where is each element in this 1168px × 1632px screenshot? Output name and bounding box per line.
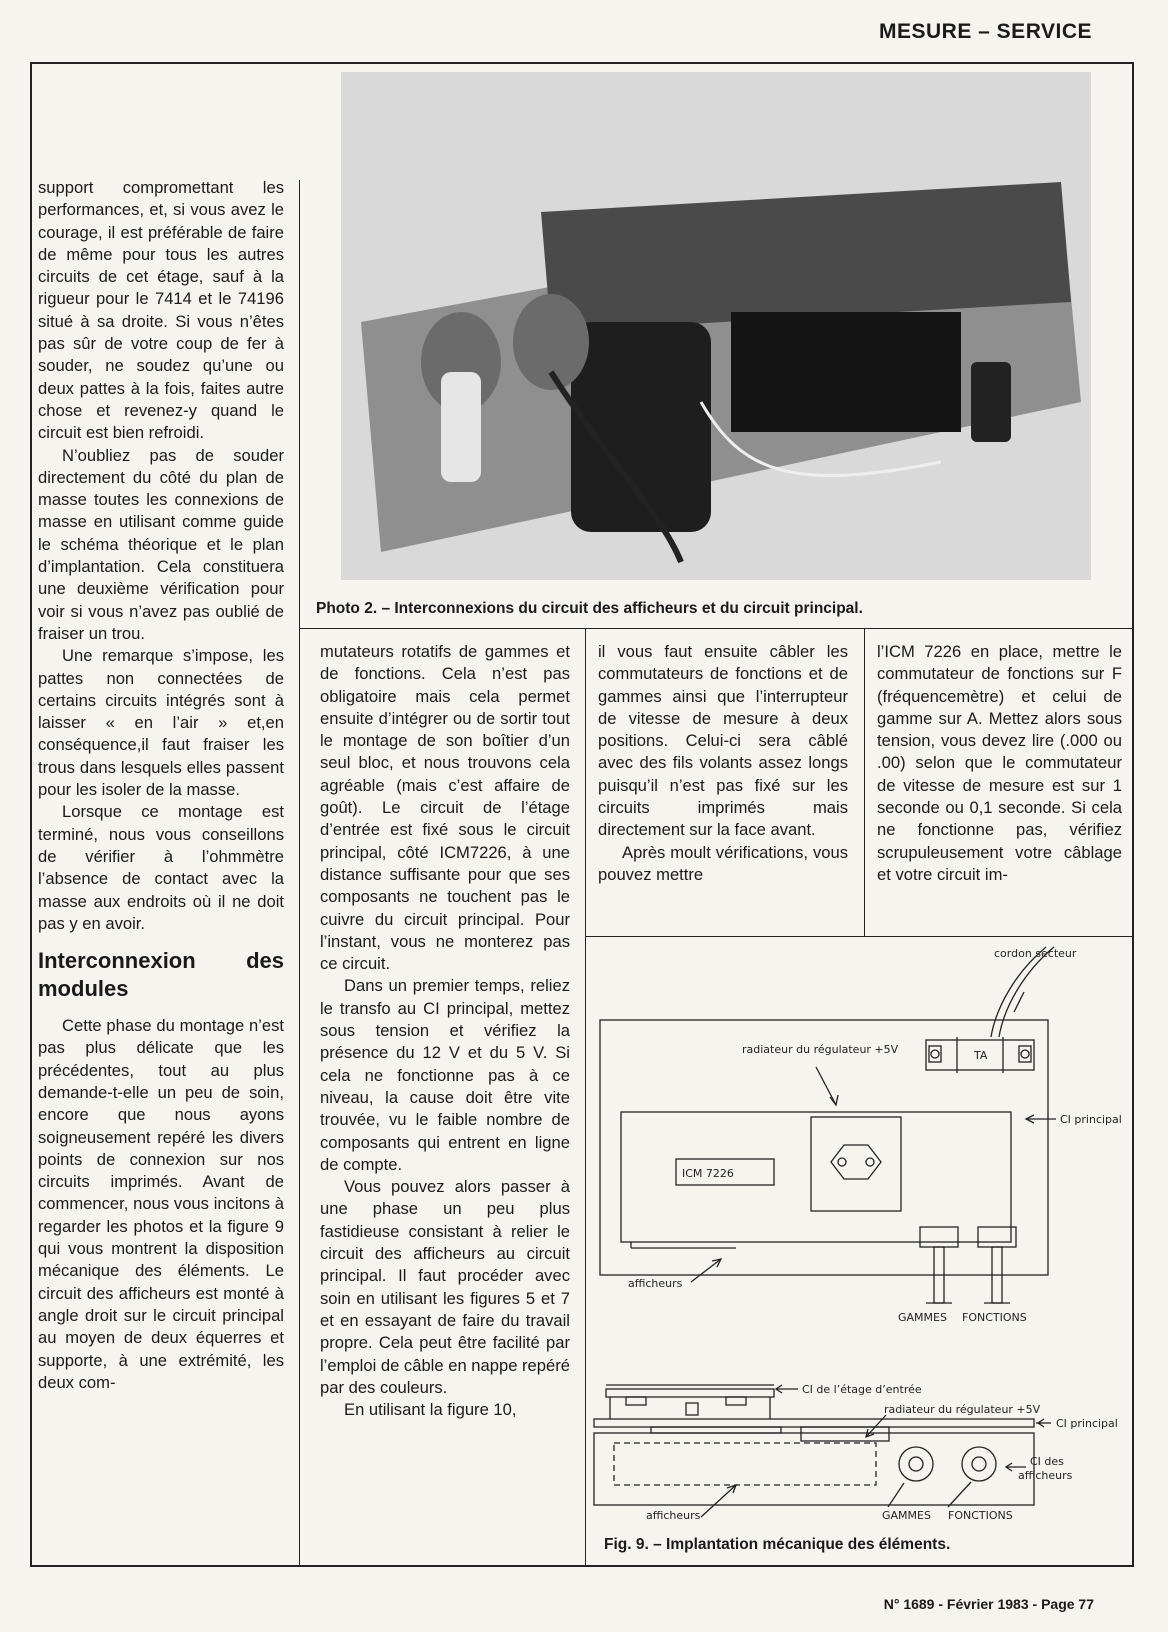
paragraph: mutateurs rotatifs de gammes et de fonctions. Cela n’est pas obligatoire mais cela permet ensuite d’intégrer ou de sortir tout le montage de son boîtier d’un seul bloc, et nous trouvons cela agréable (mais c’est affaire de goût). Le circuit de l’étage d’entrée est fixé sous le circuit principal, côté ICM7226, à une distance suffisante pour que ses composants ne touchent pas le cuivre du circuit principal. Pour l’instant, vous ne monterez pas ce circuit. — [320, 642, 570, 974]
paragraph: support compromettant les performances, et, si vous avez le courage, il est préférable de faire de même pour tous les autres circuits de cet étage, sauf à la rigueur pour le 7414 et le 74196 situé à sa droite. Si vous n’êtes pas sûr de votre coup de fer à souder, ne soudez qu’une ou deux pattes à la fois, faites autre chose et revenez-y quand le circuit est bien refroidi. — [38, 178, 284, 443]
column-divider-1 — [299, 180, 300, 1565]
ci-afficheurs-side — [594, 1433, 1034, 1505]
fig-label-afficheurs: afficheurs — [628, 1277, 683, 1290]
ci-principal-side — [594, 1419, 1034, 1427]
column-divider-3 — [864, 629, 865, 936]
ci-principal-board — [621, 1112, 1011, 1242]
fig-label-ci-principal: CI principal — [1060, 1113, 1122, 1126]
top-rule — [30, 62, 1134, 64]
paragraph: Lorsque ce montage est terminé, nous vous conseillons de vérifier à l’ohmmètre l’absence de contact avec la masse aux endroits où il ne doit pas y en avoir. — [38, 802, 284, 933]
section-heading: Interconnexion des modules — [38, 948, 284, 1002]
fig-label-fonctions: FONCTIONS — [962, 1311, 1027, 1324]
paragraph: Une remarque s’impose, les pattes non connectées de certains circuits intégrés sont à laisser « en l’air » et,en conséquence,il faut fraiser les trous dans lesquels elles passent pour les isoler de la masse. — [38, 646, 284, 800]
paragraph: Après moult vérifications, vous pouvez mettre — [598, 842, 848, 884]
paragraph: N’oubliez pas de souder directement du côté du plan de masse toutes les connexions de masse en utilisant comme guide le schéma théorique et le plan d’implantation. Cela constituera une deuxième vérification pour voir si vous n’avez pas oublié de fraiser un trou. — [38, 445, 284, 643]
paragraph: l’ICM 7226 en place, mettre le commutateur de fonctions sur F (fréquencemètre) et celui de gamme sur A. Mettez alors sous tension, vous devez lire (.000 ou .00) selon que le commutateur de vitesse de mesure est sur 1 seconde ou 0,1 seconde. Si cela ne fonctionne pas, vérifiez scrupuleusement votre câblage et votre circuit im- — [877, 642, 1122, 884]
right-rule — [1132, 62, 1134, 1567]
page-footer: N° 1689 - Février 1983 - Page 77 — [883, 1596, 1094, 1612]
left-rule — [30, 62, 32, 1567]
fig-label-afficheurs-2: afficheurs — [646, 1509, 701, 1522]
fig-label-ci-entree: CI de l’étage d’entrée — [802, 1383, 922, 1396]
figure-9-diagram — [586, 937, 1132, 1533]
photo-illustration — [341, 72, 1091, 580]
photo-circuit — [341, 72, 1091, 580]
paragraph: Vous pouvez alors passer à une phase un peu plus fastidieuse consistant à relier le circuit des afficheurs au circuit principal. Il faut procéder avec soin en utilisant les figures 5 et 7 et en essayant de faire du travail propre. Cela peut être facilité par l’emploi de câble en nappe repéré par des couleurs. — [320, 1177, 571, 1397]
paragraph: il vous faut ensuite câbler les commutateurs de fonctions et de gammes ainsi que l’interrupteur de vitesse de mesure à deux positions. Celui-ci sera câblé avec des fils volants assez longs puisqu’il n’est pas fixé sur les circuits imprimés mais directement sur la face avant. — [598, 642, 848, 840]
column-4 — [877, 641, 1122, 886]
fig-label-radiateur-2: radiateur du régulateur +5V — [884, 1403, 1041, 1416]
fig-label-ci-afficheurs-2: afficheurs — [1018, 1469, 1073, 1482]
fig-label-gammes-2: GAMMES — [882, 1509, 931, 1522]
radiator — [811, 1117, 901, 1211]
fig-label-fonctions-2: FONCTIONS — [948, 1509, 1013, 1522]
column-3 — [598, 641, 848, 886]
section-header: MESURE – SERVICE — [878, 20, 1092, 43]
paragraph: En utilisant la figure 10, — [344, 1400, 517, 1420]
column-2 — [320, 641, 570, 1421]
fig-label-cordon: cordon secteur — [994, 947, 1077, 960]
fig-label-ta: TA — [974, 1049, 988, 1062]
fig-label-radiateur: radiateur du régulateur +5V — [742, 1043, 899, 1056]
fig-label-icm: ICM 7226 — [682, 1167, 734, 1180]
fig-label-gammes: GAMMES — [898, 1311, 947, 1324]
paragraph: Cette phase du montage n’est pas plus délicate que les précédentes, tout au plus demande-t-elle un peu de soin, encore que nous ayons soigneusement repéré les divers points de connexion sur nos circuits imprimés. Avant de commencer, nous vous incitons à regarder les photos et la figure 9 qui vous montrent la disposition mécanique des éléments. Le circuit des afficheurs est monté à angle droit sur le circuit principal au moyen de deux équerres et supporte, à une extrémité, les deux com- — [38, 1016, 284, 1392]
column-1 — [38, 177, 284, 1394]
fig-label-ci-afficheurs-1: CI des — [1030, 1455, 1064, 1468]
fig-label-ci-principal-2: CI principal — [1056, 1417, 1118, 1430]
bottom-rule — [30, 1565, 1134, 1567]
photo-caption: Photo 2. – Interconnexions du circuit des afficheurs et du circuit principal. — [316, 600, 863, 617]
ci-entree-board — [606, 1389, 774, 1397]
caption-rule — [300, 628, 1134, 629]
paragraph: Dans un premier temps, reliez le transfo au CI principal, mettez sous tension et vérifiez la présence du 12 V et du 5 V. Si cela ne fonctionne pas à ce niveau, la cause doit être vite trouvée, vu le faible nombre de composants qui entrent en ligne de compte. — [320, 976, 570, 1174]
figure-caption: Fig. 9. – Implantation mécanique des éléments. — [604, 1536, 951, 1553]
